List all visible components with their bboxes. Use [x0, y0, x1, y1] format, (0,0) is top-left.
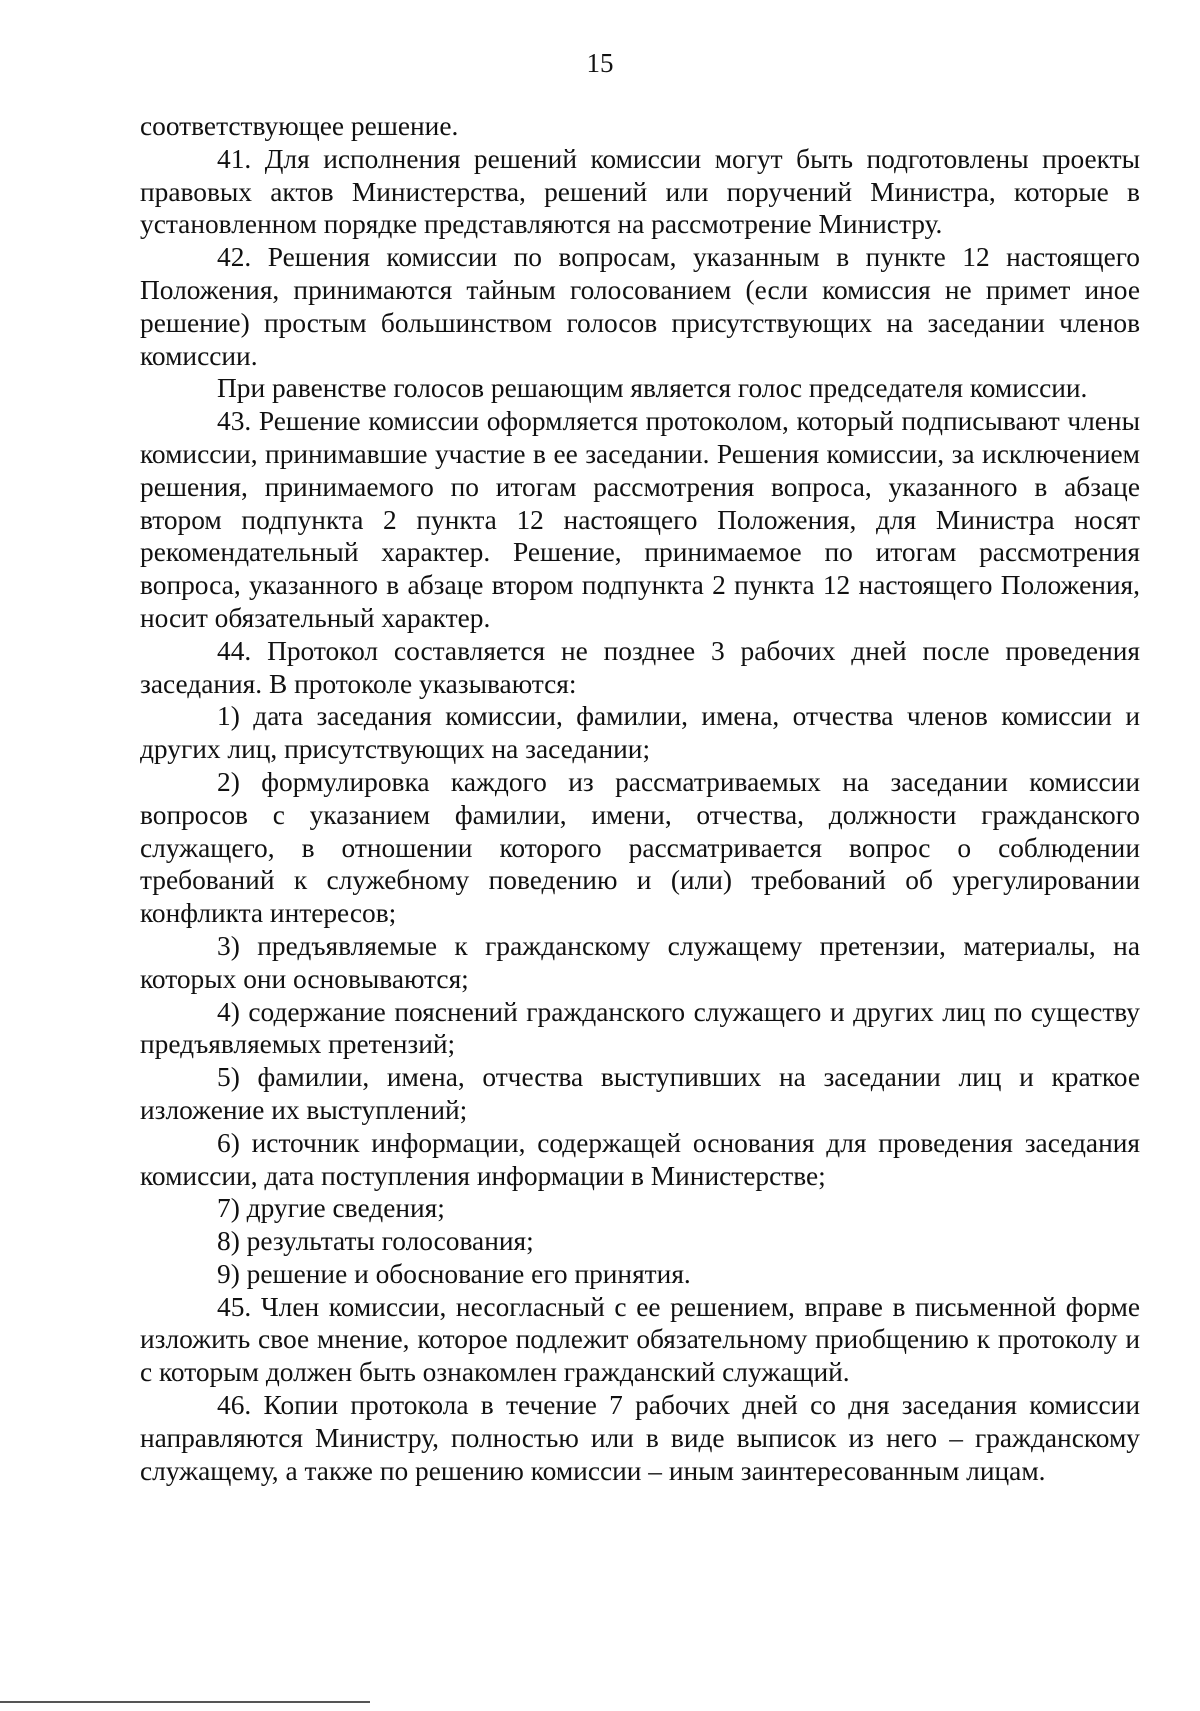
paragraph-item-42: 42. Решения комиссии по вопросам, указанным в пункте 12 настоящего Положения, принимаются тайным голосованием (если комиссия не примет иное решение) простым большинством голосов присутствующих на заседании членов комиссии. — [140, 242, 1140, 371]
subitem-9: 9) решение и обоснование его принятия. — [217, 1258, 691, 1289]
subitem-6: 6) источник информации, содержащей основания для проведения заседания комиссии, дата поступления информации в Министерстве; — [140, 1127, 1140, 1191]
bottom-rule-divider — [0, 1701, 370, 1703]
paragraph-tie-vote: При равенстве голосов решающим является голос председателя комиссии. — [217, 373, 1088, 404]
paragraph-item-46: 46. Копии протокола в течение 7 рабочих дней со дня заседания комиссии направляются Министру, полностью или в виде выписок из него – гражданскому служащему, а также по решению комиссии – иным заинтересованным лицам. — [140, 1390, 1140, 1486]
subitem-8: 8) результаты голосования; — [217, 1226, 534, 1257]
paragraph-item-43: 43. Решение комиссии оформляется протоколом, который подписывают члены комиссии, принимавшие участие в ее заседании. Решения комиссии, за исключением решения, принимаемого по итогам рассмотрения вопроса, указанного в абзаце втором подпункта 2 пункта 12 настоящего Положения, для Министра носят рекомендательный характер. Решение, принимаемое по итогам рассмотрения вопроса, указанного в абзаце втором подпункта 2 пункта 12 настоящего Положения, носит обязательный характер. — [140, 406, 1140, 633]
document-body — [140, 110, 1140, 1487]
paragraph-item-44: 44. Протокол составляется не позднее 3 рабочих дней после проведения заседания. В протоколе указываются: — [140, 635, 1140, 699]
subitem-2: 2) формулировка каждого из рассматриваемых на заседании комиссии вопросов с указанием фамилии, имени, отчества, должности гражданского служащего, в отношении которого рассматривается вопрос о соблюдении требований к служебному поведению и (или) требований об урегулировании конфликта интересов; — [140, 766, 1140, 929]
subitem-4: 4) содержание пояснений гражданского служащего и других лиц по существу предъявляемых претензий; — [140, 996, 1140, 1060]
subitem-5: 5) фамилии, имена, отчества выступивших на заседании лиц и краткое изложение их выступлений; — [140, 1062, 1140, 1125]
paragraph-continuation: соответствующее решение. — [140, 111, 459, 141]
paragraph-item-41: 41. Для исполнения решений комиссии могут быть подготовлены проекты правовых актов Министерства, решений или поручений Министра, которые в установленном порядке представляются на рассмотрение Министру. — [140, 143, 1140, 240]
subitem-7: 7) другие сведения; — [217, 1193, 445, 1224]
subitem-3: 3) предъявляемые к гражданскому служащему претензии, материалы, на которых они основываются; — [140, 930, 1140, 994]
page-number: 15 — [586, 48, 614, 78]
subitem-1: 1) дата заседания комиссии, фамилии, имена, отчества членов комиссии и других лиц, присутствующих на заседании; — [140, 701, 1140, 765]
paragraph-item-45: 45. Член комиссии, несогласный с ее решением, вправе в письменной форме изложить свое мнение, которое подлежит обязательному приобщению к протоколу и с которым должен быть ознакомлен гражданский служащий. — [140, 1291, 1140, 1388]
